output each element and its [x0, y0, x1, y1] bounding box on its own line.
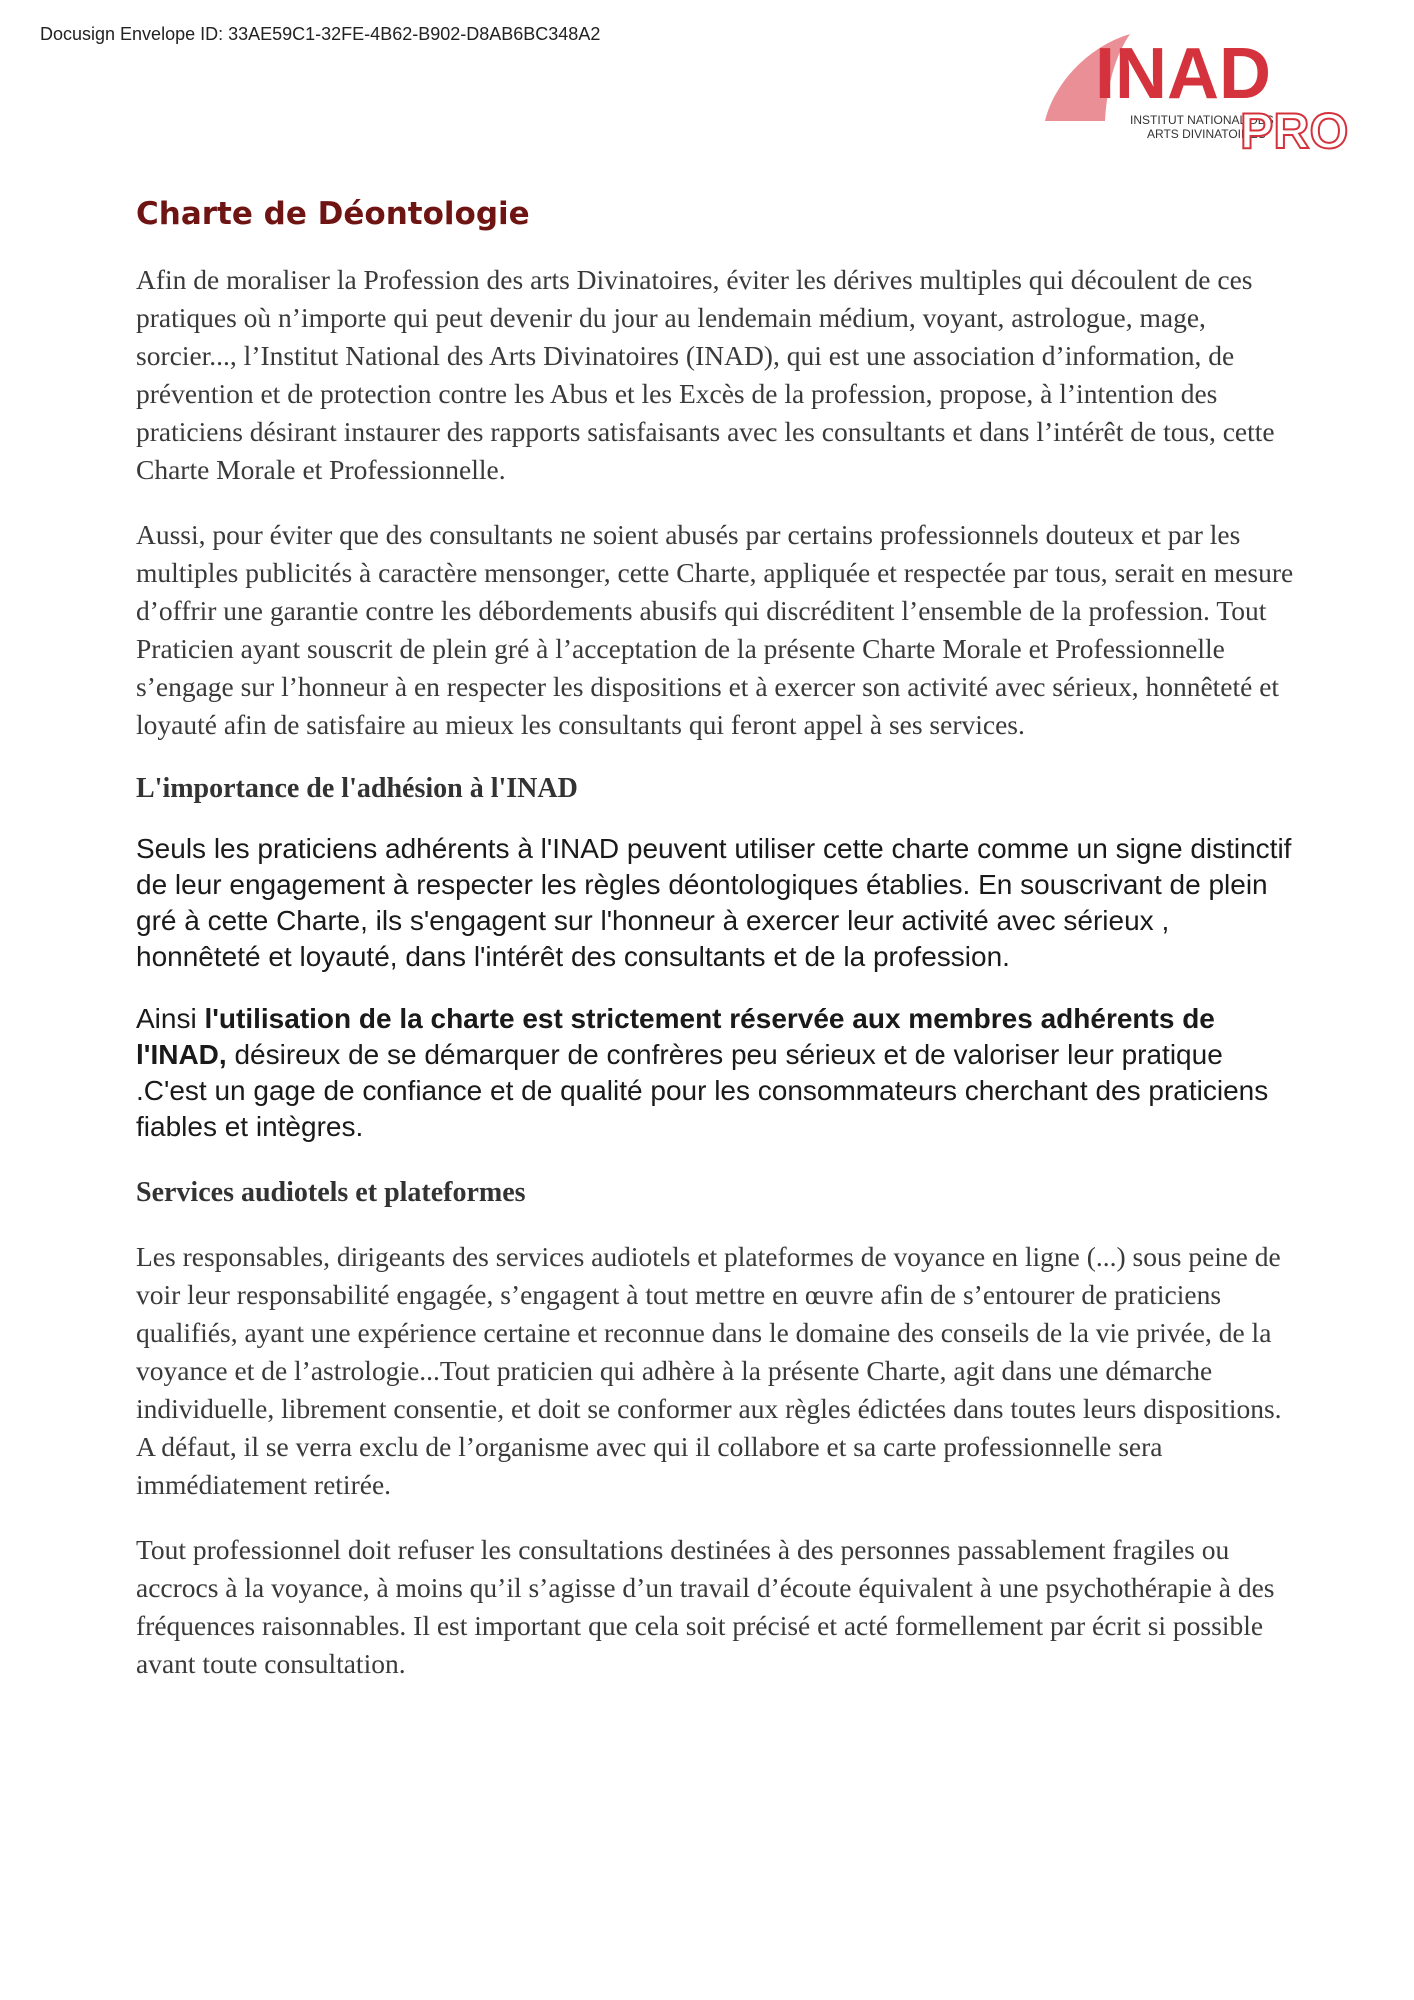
section-heading-audiotels: Services audiotels et plateformes	[136, 1177, 526, 1209]
page-title: Charte de Déontologie	[136, 196, 530, 232]
inad-pro-logo	[1045, 26, 1349, 159]
usage-text-start: Ainsi	[136, 1003, 205, 1035]
docusign-envelope-id: Docusign Envelope ID: 33AE59C1-32FE-4B62-B902-D8AB6BC348A2	[40, 24, 601, 44]
audiotels-paragraph: Les responsables, dirigeants des services audiotels et plateformes de voyance en ligne (...) sous peine de voir leur responsabilité engagée, s’engagent à tout mettre en œuvre afin de s’entourer de praticiens qualifiés, ayant une expérience certaine et reconnue dans le domaine des conseils de la vie privée, de la voyance et de l’astrologie...Tout praticien qui adhère à la présente Charte, agit dans une démarche individuelle, librement consentie, et doit se conformer aux règles édictées dans toutes leurs dispositions. A défaut, il se verra exclu de l’organisme avec qui il collabore et sa carte professionnelle sera immédiatement retirée.	[136, 1241, 1282, 1501]
document-body	[136, 196, 1296, 1683]
logo-brand-text: INAD	[1095, 34, 1271, 114]
adhesion-paragraph: Seuls les praticiens adhérents à l'INAD peuvent utiliser cette charte comme un signe distinctif de leur engagement à respecter les règles déontologiques établies. En souscrivant de plein gré à cette Charte, ils s'engagent sur l'honneur à exercer leur activité avec sérieux , honnêteté et loyauté, dans l'intérêt des consultants et de la profession.	[136, 833, 1292, 973]
usage-text-bold: l'utilisation de la charte est strictement réservée aux membres adhérents de l'INAD,	[136, 1003, 1215, 1071]
logo-tagline-line1: INSTITUT NATIONAL DES	[1130, 113, 1274, 127]
second-paragraph: Aussi, pour éviter que des consultants ne soient abusés par certains professionnels douteux et par les multiples publicités à caractère mensonger, cette Charte, appliquée et respectée par tous, serait en mesure d’offrir une garantie contre les débordements abusifs qui discréditent l’ensemble de la profession. Tout Praticien ayant souscrit de plein gré à l’acceptation de la présente Charte Morale et Professionnelle s’engage sur l’honneur à en respecter les dispositions et à exercer son activité avec sérieux, honnêteté et loyauté afin de satisfaire au mieux les consultants qui feront appel à ses services.	[136, 519, 1294, 741]
logo-tagline-line2: ARTS DIVINATOIRES	[1147, 127, 1266, 141]
usage-paragraph	[136, 1001, 1296, 1145]
intro-paragraph: Afin de moraliser la Profession des arts Divinatoires, éviter les dérives multiples qui découlent de ces pratiques où n’importe qui peut devenir du jour au lendemain médium, voyant, astrologue, mage, sorcier..., l’Institut National des Arts Divinatoires (INAD), qui est une association d’information, de prévention et de protection contre les Abus et les Excès de la profession, propose, à l’intention des praticiens désirant instaurer des rapports satisfaisants avec les consultants et dans l’intérêt de tous, cette Charte Morale et Professionnelle.	[136, 264, 1275, 486]
usage-text-end: désireux de se démarquer de confrères peu sérieux et de valoriser leur pratique .C'est un gage de confiance et de qualité pour les consommateurs cherchant des praticiens fiables et intègres.	[136, 1039, 1269, 1143]
consultations-paragraph: Tout professionnel doit refuser les consultations destinées à des personnes passablement fragiles ou accrocs à la voyance, à moins qu’il s’agisse d’un travail d’écoute équivalent à une psychothérapie à des fréquences raisonnables. Il est important que cela soit précisé et acté formellement par écrit si possible avant toute consultation.	[136, 1534, 1275, 1680]
section-heading-adhesion: L'importance de l'adhésion à l'INAD	[136, 773, 578, 805]
logo-suffix-text: PRO	[1240, 103, 1349, 159]
